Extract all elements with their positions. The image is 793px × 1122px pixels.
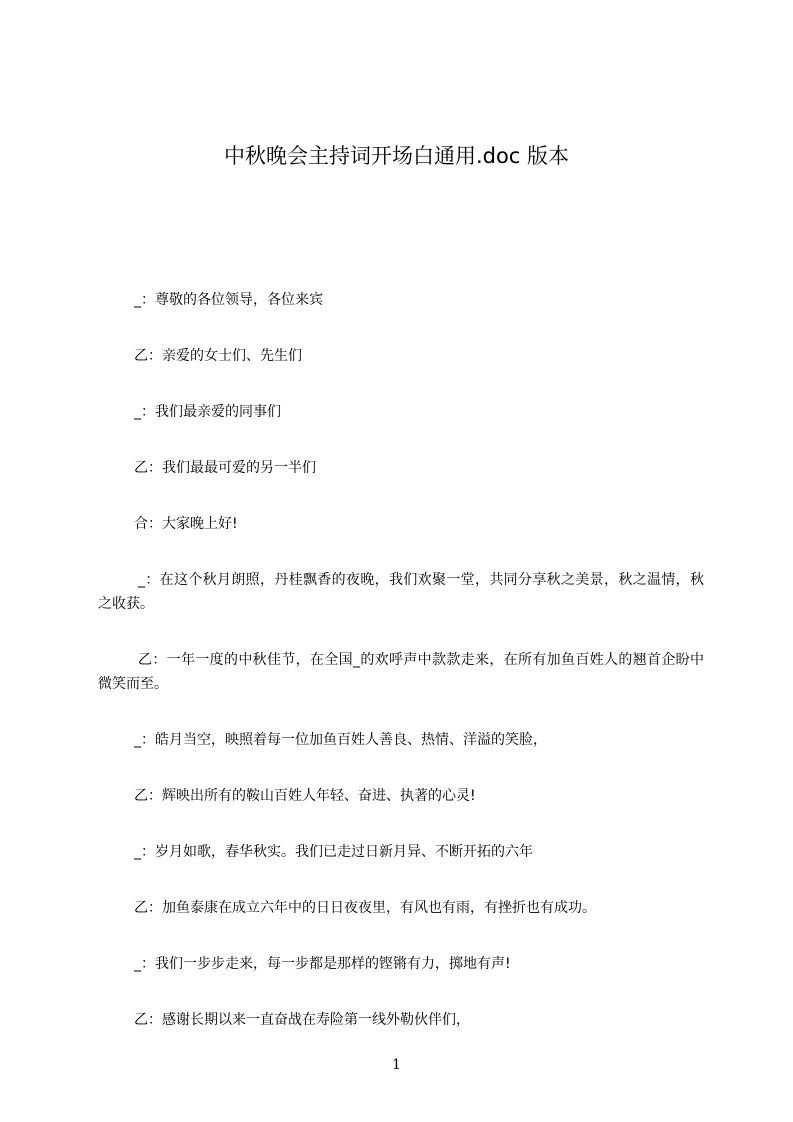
page-number: 1 [392,1057,401,1073]
paragraph: 乙：感谢长期以来一直奋战在寿险第一线外勒伙伴们， [134,1012,470,1028]
paragraph: _：岁月如歌，春华秋实。我们已走过日新月异、不断开拓的六年 [134,844,533,860]
document-title: 中秋晚会主持词开场白通用.doc 版本 [223,144,570,168]
paragraph: 乙：一年一度的中秋佳节，在全国_的欢呼声中款款走来，在所有加鱼百姓人的翘首企盼中微笑而至。 [98,652,704,692]
paragraph: _：我们最亲爱的同事们 [134,404,281,420]
paragraph: _：皓月当空，映照着每一位加鱼百姓人善良、热情、洋溢的笑脸， [134,732,547,748]
paragraph: 乙：亲爱的女士们、先生们 [134,348,302,364]
paragraph: 乙：加鱼泰康在成立六年中的日日夜夜里，有风也有雨，有挫折也有成功。 [134,900,596,916]
paragraph: 合：大家晚上好! [134,516,238,532]
document-body [98,288,704,1064]
paragraph: 乙：辉映出所有的鞍山百姓人年轻、奋进、执著的心灵! [134,788,476,804]
paragraph: _：在这个秋月朗照，丹桂飘香的夜晚，我们欢聚一堂，共同分享秋之美景，秋之温情，秋之收获。 [98,572,704,612]
paragraph: _：我们一步步走来，每一步都是那样的铿锵有力，掷地有声! [134,956,511,972]
paragraph: 乙：我们最最可爱的另一半们 [134,460,316,476]
paragraph: _：尊敬的各位领导，各位来宾 [134,292,323,308]
